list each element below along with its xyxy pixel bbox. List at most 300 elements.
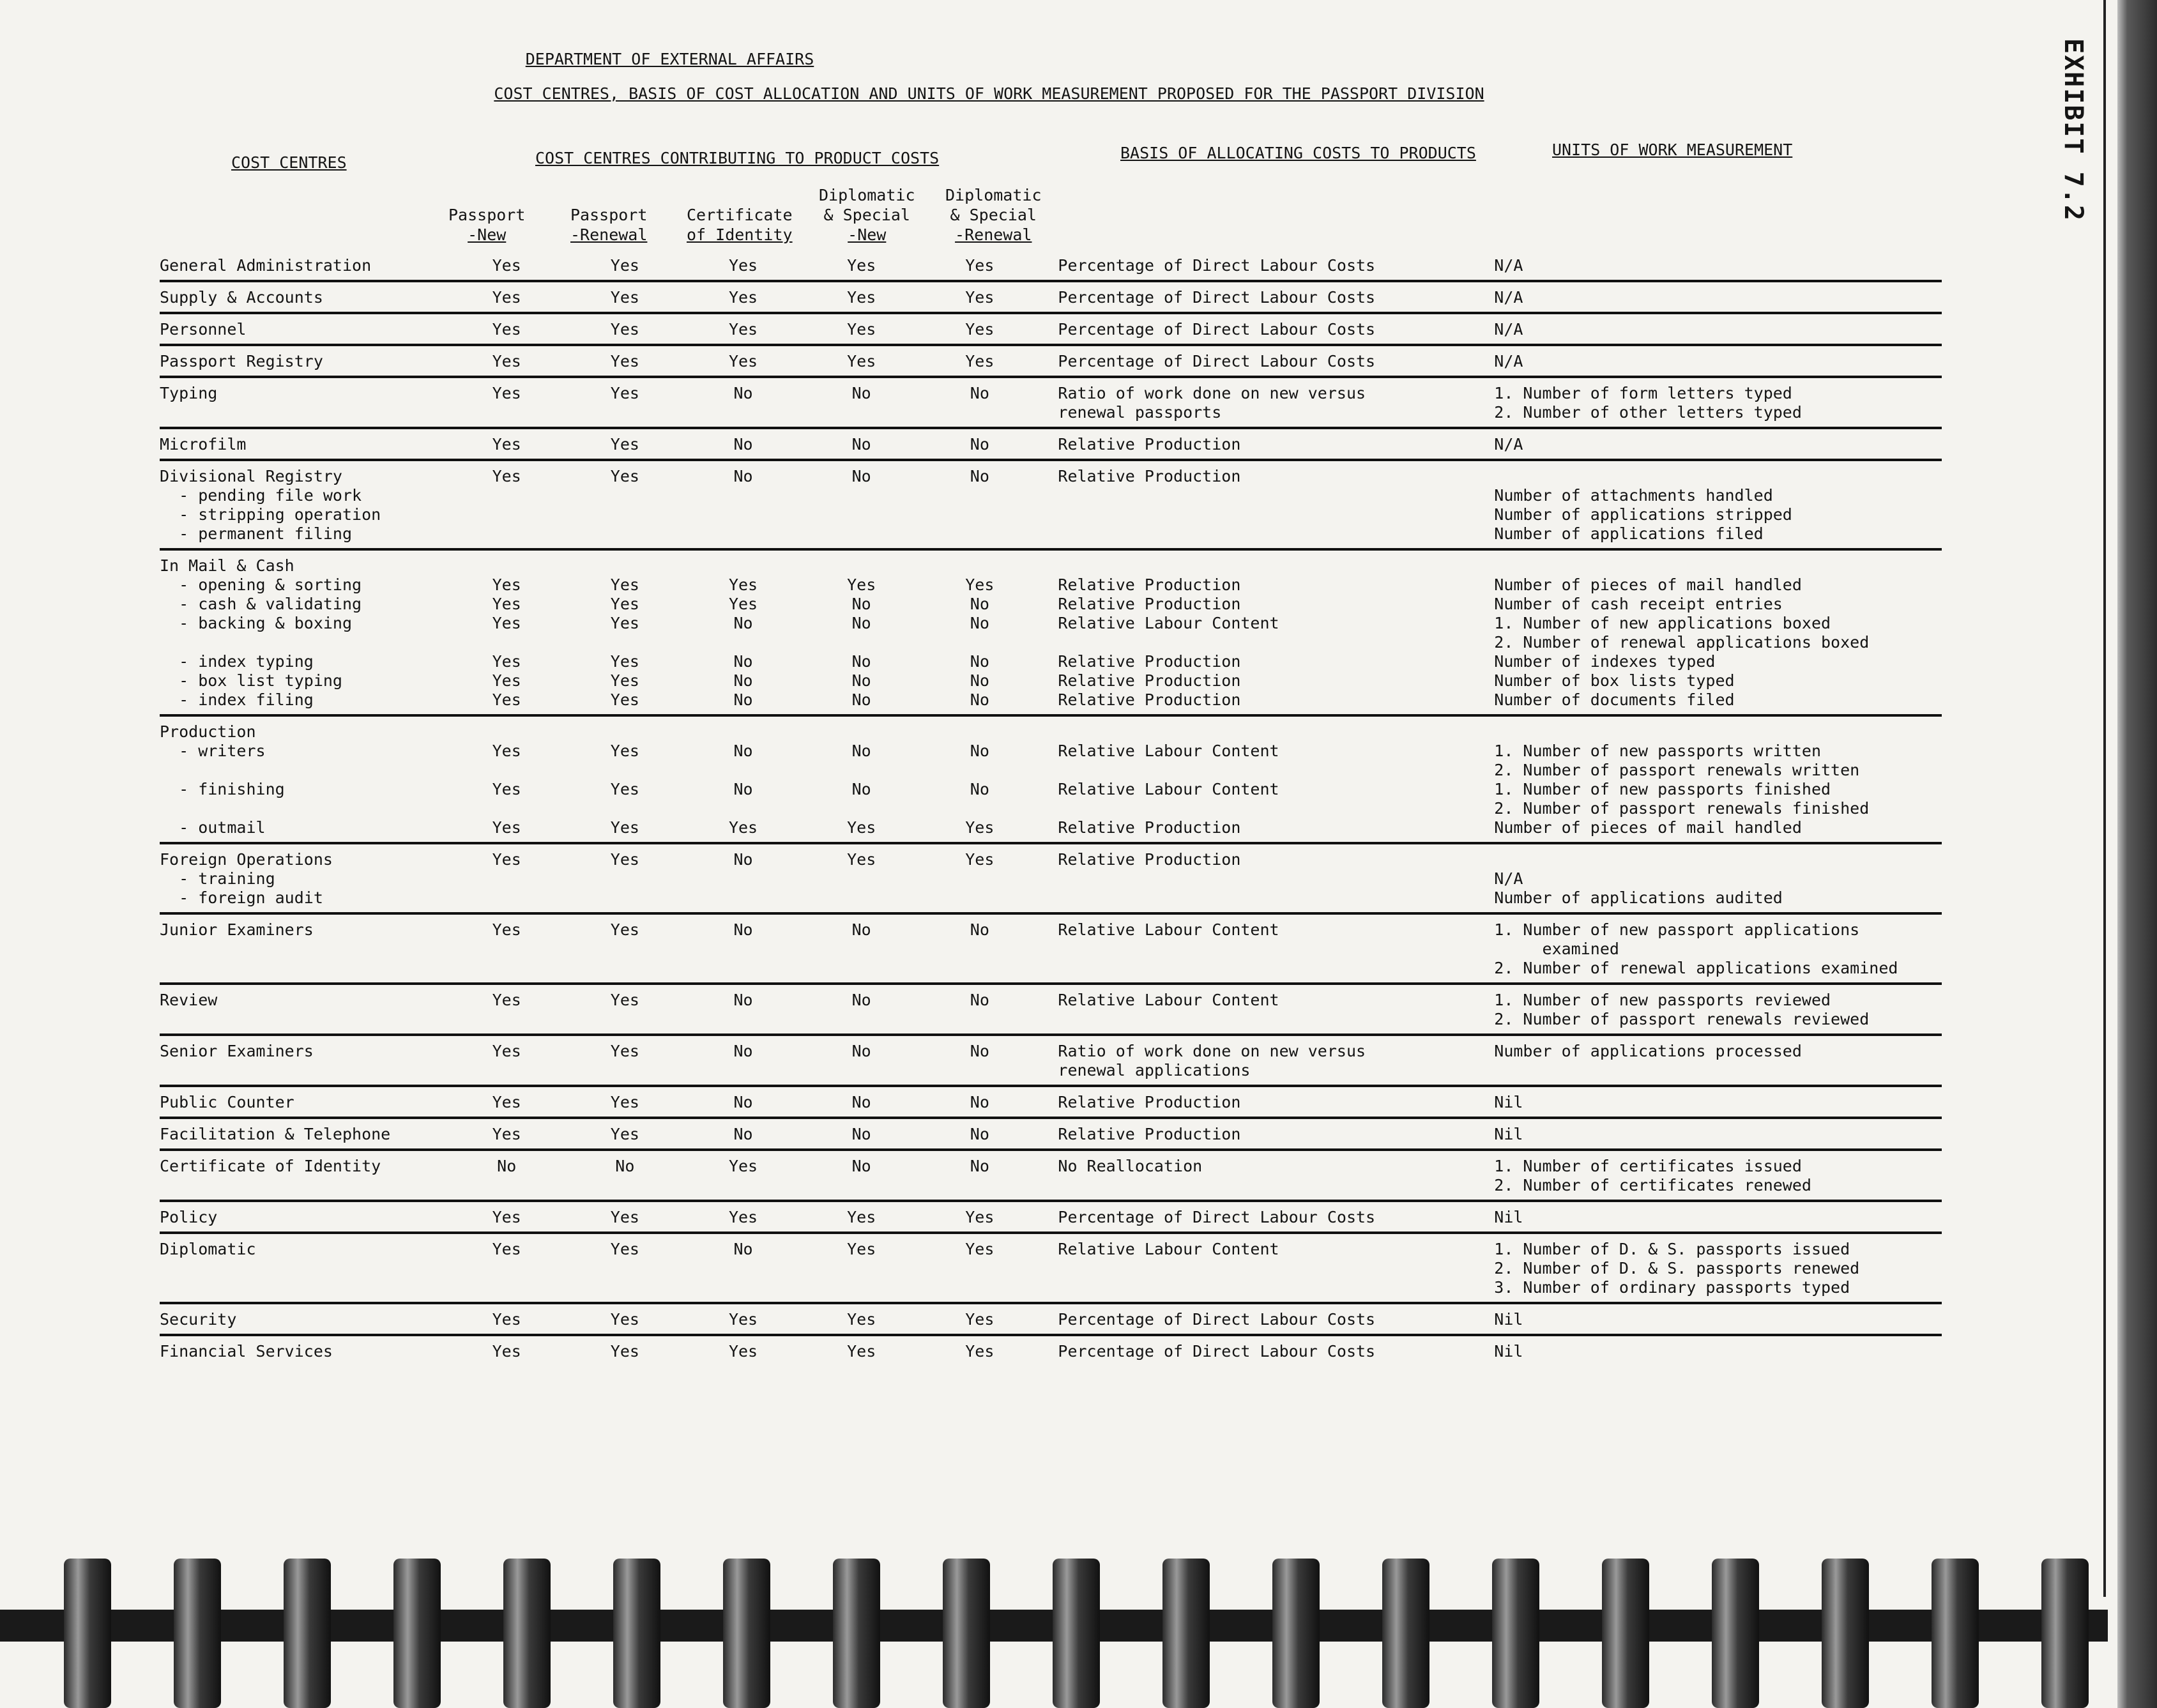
product-flag-cell — [802, 549, 920, 715]
cell-line: 2. Number of passport renewals reviewed — [1494, 1010, 1870, 1028]
product-flag-cell — [920, 843, 1039, 913]
cell-line: Yes — [610, 671, 639, 690]
cell-line: N/A — [1494, 288, 1523, 307]
cell-line: In Mail & Cash — [160, 556, 294, 575]
cell-line: 1. Number of new applications boxed — [1494, 614, 1831, 632]
cell-line: 1. Number of new passports written — [1494, 742, 1822, 760]
cell-line: Percentage of Direct Labour Costs — [1058, 320, 1376, 339]
cell-line: No — [733, 1042, 753, 1060]
cell-line: Yes — [847, 288, 876, 307]
cell-line: Relative Production — [1058, 690, 1241, 709]
cost-centre-cell — [160, 843, 448, 913]
cell-line: - index filing — [160, 690, 314, 709]
cell-line: Yes — [728, 352, 758, 370]
product-flag-cell — [684, 843, 802, 913]
cell-line: No — [851, 780, 871, 798]
cell-line: 3. Number of ordinary passports typed — [1494, 1278, 1850, 1297]
product-flag-cell — [448, 1035, 566, 1086]
product-flag-cell — [684, 549, 802, 715]
product-flag-cell — [920, 1118, 1039, 1150]
cell-line — [1494, 850, 1942, 869]
units-cell — [1468, 428, 1942, 460]
cell-line: - writers — [160, 742, 266, 760]
cell-line: Yes — [847, 818, 876, 837]
cell-line — [1494, 556, 1942, 576]
cell-line: No — [970, 467, 989, 485]
cell-line: Yes — [610, 1093, 639, 1111]
cell-line: N/A — [1494, 352, 1523, 370]
cost-centre-cell — [160, 1086, 448, 1118]
department-title: DEPARTMENT OF EXTERNAL AFFAIRS — [525, 50, 814, 68]
product-flag-cell — [920, 377, 1039, 428]
cell-line: Yes — [728, 595, 758, 613]
product-flag-cell — [566, 281, 684, 313]
cell-line: Senior Examiners — [160, 1042, 314, 1060]
header-units: UNITS OF WORK MEASUREMENT — [1552, 141, 1793, 159]
basis-cell — [1039, 250, 1468, 281]
cell-line: Passport Registry — [160, 352, 323, 370]
cell-line: Yes — [492, 1342, 521, 1361]
product-flag-cell — [448, 460, 566, 549]
cell-line: Yes — [610, 435, 639, 454]
table-row — [160, 1086, 1942, 1118]
product-flag-cell — [448, 1335, 566, 1366]
cell-line — [684, 799, 802, 818]
cell-line: Review — [160, 991, 218, 1009]
cell-line: Microfilm — [160, 435, 247, 454]
cell-line: Public Counter — [160, 1093, 294, 1111]
cell-line: No — [970, 742, 989, 760]
cell-line — [920, 799, 1039, 818]
binding-ring — [1932, 1559, 1979, 1708]
table-row — [160, 715, 1942, 843]
cell-line — [448, 722, 566, 742]
cell-line: No — [851, 652, 871, 671]
cell-line — [566, 722, 684, 742]
product-flag-cell — [802, 1201, 920, 1233]
cell-line: Number of cash receipt entries — [1494, 595, 1783, 613]
product-flag-cell — [920, 984, 1039, 1035]
cell-line: Number of pieces of mail handled — [1494, 576, 1802, 594]
cell-line: No — [851, 1157, 871, 1175]
cell-line: - stripping operation — [160, 505, 381, 524]
binding-ring — [393, 1559, 441, 1708]
product-flag-cell — [802, 313, 920, 345]
subheader-line: & Special — [823, 206, 910, 224]
subheader-line — [448, 185, 525, 205]
product-subheader — [945, 185, 1042, 245]
cell-line: - outmail — [160, 818, 266, 837]
cost-centre-cell — [160, 345, 448, 377]
units-cell — [1468, 377, 1942, 428]
cell-line: - foreign audit — [160, 888, 323, 907]
cell-line: Number of applications filed — [1494, 524, 1764, 543]
cell-line: Yes — [492, 1310, 521, 1329]
product-flag-cell — [566, 460, 684, 549]
cost-centre-cell — [160, 1303, 448, 1335]
product-flag-cell — [684, 1303, 802, 1335]
cell-line: No — [851, 1093, 871, 1111]
table-row — [160, 313, 1942, 345]
basis-cell — [1039, 1150, 1468, 1201]
cell-line: Security — [160, 1310, 237, 1329]
product-flag-cell — [684, 984, 802, 1035]
cell-line: Yes — [492, 384, 521, 402]
units-cell — [1468, 313, 1942, 345]
cell-line: No — [970, 920, 989, 939]
cell-line: No — [970, 671, 989, 690]
cell-line — [920, 722, 1039, 742]
subheader-line: -New — [848, 225, 887, 244]
cell-line: Certificate of Identity — [160, 1157, 381, 1175]
cell-line: Relative Production — [1058, 595, 1241, 613]
cell-line: Relative Production — [1058, 1125, 1241, 1143]
cell-line: Relative Production — [1058, 652, 1241, 671]
cell-line: Yes — [610, 742, 639, 760]
cost-centre-cell — [160, 428, 448, 460]
cost-centre-cell — [160, 984, 448, 1035]
cell-line — [920, 633, 1039, 652]
product-flag-cell — [802, 913, 920, 984]
cell-line: Yes — [610, 991, 639, 1009]
product-flag-cell — [684, 313, 802, 345]
cell-line: Yes — [965, 576, 995, 594]
product-flag-cell — [448, 1303, 566, 1335]
cell-line: No — [970, 1093, 989, 1111]
cell-line: Yes — [847, 320, 876, 339]
cell-line: Yes — [728, 1208, 758, 1226]
cell-line: Yes — [610, 1042, 639, 1060]
cell-line: Yes — [492, 920, 521, 939]
cell-line: examined — [1494, 940, 1619, 958]
product-flag-cell — [802, 1335, 920, 1366]
cell-line: Relative Production — [1058, 467, 1241, 485]
product-flag-cell — [448, 428, 566, 460]
cell-line: Yes — [847, 576, 876, 594]
cell-line: Yes — [610, 288, 639, 307]
cell-line: No — [970, 1157, 989, 1175]
basis-cell — [1039, 984, 1468, 1035]
document-subtitle: COST CENTRES, BASIS OF COST ALLOCATION AND UNITS OF WORK MEASUREMENT PROPOSED FOR THE PASSPORT DIVISION — [494, 84, 1484, 103]
cell-line: Yes — [847, 1342, 876, 1361]
product-flag-cell — [448, 1150, 566, 1201]
binding-ring — [943, 1559, 990, 1708]
product-flag-cell — [684, 1335, 802, 1366]
cell-line: Yes — [610, 595, 639, 613]
product-flag-cell — [566, 345, 684, 377]
cell-line: No — [733, 1093, 753, 1111]
units-cell — [1468, 1201, 1942, 1233]
cell-line: No — [970, 614, 989, 632]
product-flag-cell — [802, 345, 920, 377]
cell-line: Relative Production — [1058, 818, 1241, 837]
cell-line — [802, 722, 920, 742]
cell-line: Number of applications audited — [1494, 888, 1783, 907]
cell-line — [684, 633, 802, 652]
cell-line: Relative Labour Content — [1058, 1240, 1279, 1258]
cell-line: renewal passports — [1058, 403, 1222, 422]
subheader-line: -New — [468, 225, 507, 244]
cell-line — [566, 556, 684, 576]
cell-line: Relative Production — [1058, 576, 1241, 594]
cell-line: Relative Production — [1058, 850, 1241, 869]
cell-line — [1058, 556, 1468, 576]
subheader-line: Certificate — [687, 206, 793, 224]
product-flag-cell — [566, 843, 684, 913]
product-subheader — [448, 185, 525, 245]
cell-line: No — [615, 1157, 635, 1175]
product-flag-cell — [802, 377, 920, 428]
basis-cell — [1039, 345, 1468, 377]
cell-line: Yes — [610, 614, 639, 632]
cell-line: Yes — [492, 1093, 521, 1111]
cell-line: No — [851, 384, 871, 402]
product-flag-cell — [684, 281, 802, 313]
cell-line: Relative Labour Content — [1058, 742, 1279, 760]
product-flag-cell — [684, 428, 802, 460]
cell-line: Yes — [610, 850, 639, 869]
product-flag-cell — [448, 1086, 566, 1118]
cell-line: Number of box lists typed — [1494, 671, 1735, 690]
product-flag-cell — [920, 345, 1039, 377]
cost-centre-cell — [160, 715, 448, 843]
product-flag-cell — [920, 250, 1039, 281]
basis-cell — [1039, 1201, 1468, 1233]
cell-line: - index typing — [160, 652, 314, 671]
cost-centre-cell — [160, 1118, 448, 1150]
cell-line: Yes — [492, 690, 521, 709]
product-flag-cell — [684, 345, 802, 377]
cell-line: - opening & sorting — [160, 576, 362, 594]
cell-line: No — [733, 991, 753, 1009]
cell-line: No — [851, 1125, 871, 1143]
cell-line: Yes — [492, 467, 521, 485]
cost-centre-table — [160, 250, 1942, 1366]
cell-line: No — [733, 1240, 753, 1258]
product-flag-cell — [448, 345, 566, 377]
cell-line: Yes — [610, 780, 639, 798]
cell-line: Yes — [965, 288, 995, 307]
cell-line: No — [970, 435, 989, 454]
table-row — [160, 250, 1942, 281]
cell-line: Relative Production — [1058, 435, 1241, 454]
cell-line: Yes — [610, 1342, 639, 1361]
cell-line: 2. Number of passport renewals written — [1494, 761, 1860, 779]
cell-line: Yes — [965, 1208, 995, 1226]
cell-line: Yes — [728, 1157, 758, 1175]
cell-line: 2. Number of other letters typed — [1494, 403, 1802, 422]
cell-line: Percentage of Direct Labour Costs — [1058, 288, 1376, 307]
cell-line — [1058, 633, 1468, 652]
cell-line — [448, 799, 566, 818]
header-contributing: COST CENTRES CONTRIBUTING TO PRODUCT COSTS — [535, 149, 940, 167]
cell-line: Number of attachments handled — [1494, 486, 1773, 505]
cell-line: No — [970, 780, 989, 798]
cell-line: 1. Number of new passports finished — [1494, 780, 1831, 798]
cell-line — [802, 556, 920, 576]
cell-line: Yes — [492, 1240, 521, 1258]
product-flag-cell — [802, 1086, 920, 1118]
product-flag-cell — [802, 843, 920, 913]
cost-centre-cell — [160, 313, 448, 345]
cost-centre-cell — [160, 1150, 448, 1201]
product-flag-cell — [566, 913, 684, 984]
cell-line: No — [851, 690, 871, 709]
cell-line — [684, 722, 802, 742]
cell-line — [448, 633, 566, 652]
cell-line: Relative Production — [1058, 1093, 1241, 1111]
cell-line: No — [851, 671, 871, 690]
product-flag-cell — [802, 1303, 920, 1335]
cell-line: No — [970, 1125, 989, 1143]
cell-line: N/A — [1494, 320, 1523, 339]
basis-cell — [1039, 1335, 1468, 1366]
product-flag-cell — [566, 1086, 684, 1118]
cell-line: Yes — [492, 435, 521, 454]
units-cell — [1468, 460, 1942, 549]
product-flag-cell — [920, 1335, 1039, 1366]
cell-line: Yes — [965, 850, 995, 869]
binding-ring — [1602, 1559, 1649, 1708]
cell-line: Yes — [965, 818, 995, 837]
cell-line: 1. Number of certificates issued — [1494, 1157, 1802, 1175]
product-flag-cell — [684, 715, 802, 843]
cell-line: Yes — [492, 671, 521, 690]
product-flag-cell — [920, 1201, 1039, 1233]
basis-cell — [1039, 1118, 1468, 1150]
cell-line: No — [851, 920, 871, 939]
product-flag-cell — [566, 984, 684, 1035]
cell-line: Yes — [492, 288, 521, 307]
header-basis: BASIS OF ALLOCATING COSTS TO PRODUCTS — [1120, 144, 1476, 162]
cell-line: Yes — [492, 320, 521, 339]
product-flag-cell — [920, 1035, 1039, 1086]
product-flag-cell — [802, 1150, 920, 1201]
product-subheader — [570, 185, 647, 245]
basis-cell — [1039, 377, 1468, 428]
table-row — [160, 345, 1942, 377]
cell-line: Ratio of work done on new versus — [1058, 1042, 1366, 1060]
cell-line: Yes — [610, 352, 639, 370]
cell-line: Nil — [1494, 1208, 1523, 1226]
cell-line: Yes — [610, 384, 639, 402]
cell-line: No — [970, 1042, 989, 1060]
cell-line: No — [733, 384, 753, 402]
cell-line: Percentage of Direct Labour Costs — [1058, 256, 1376, 275]
binding-ring — [2041, 1559, 2089, 1708]
cell-line: Yes — [965, 352, 995, 370]
cell-line: Relative Labour Content — [1058, 920, 1279, 939]
cell-line: No — [733, 850, 753, 869]
cost-centre-cell — [160, 549, 448, 715]
cell-line: No — [497, 1157, 517, 1175]
cell-line: - backing & boxing — [160, 614, 353, 632]
page-edge-shadow — [2117, 0, 2157, 1708]
cell-line: Yes — [492, 614, 521, 632]
binding-ring — [613, 1559, 660, 1708]
table-row — [160, 281, 1942, 313]
cell-line: Yes — [728, 1342, 758, 1361]
product-subheader — [687, 185, 793, 245]
product-flag-cell — [920, 428, 1039, 460]
product-flag-cell — [448, 313, 566, 345]
product-flag-cell — [566, 313, 684, 345]
cell-line: Percentage of Direct Labour Costs — [1058, 352, 1376, 370]
product-flag-cell — [802, 984, 920, 1035]
cell-line — [684, 556, 802, 576]
product-flag-cell — [802, 428, 920, 460]
product-flag-cell — [684, 1086, 802, 1118]
cell-line: Relative Labour Content — [1058, 780, 1279, 798]
cell-line: Yes — [728, 1310, 758, 1329]
binding-ring — [1822, 1559, 1869, 1708]
product-flag-cell — [920, 1150, 1039, 1201]
units-cell — [1468, 1118, 1942, 1150]
cell-line: No — [851, 435, 871, 454]
basis-cell — [1039, 549, 1468, 715]
subheader-line: -Renewal — [955, 225, 1032, 244]
cell-line: Yes — [610, 576, 639, 594]
cell-line: Yes — [847, 256, 876, 275]
cell-line: - pending file work — [160, 486, 362, 505]
cell-line: Diplomatic — [160, 1240, 256, 1258]
product-flag-cell — [802, 1035, 920, 1086]
cell-line: Yes — [610, 652, 639, 671]
cell-line: No — [970, 595, 989, 613]
product-flag-cell — [448, 250, 566, 281]
cell-line: Personnel — [160, 320, 247, 339]
product-flag-cell — [802, 1118, 920, 1150]
product-flag-cell — [566, 250, 684, 281]
product-flag-cell — [920, 913, 1039, 984]
product-flag-cell — [448, 377, 566, 428]
page-edge-line — [2103, 0, 2106, 1597]
cell-line: Yes — [847, 1310, 876, 1329]
table-row — [160, 460, 1942, 549]
product-flag-cell — [448, 715, 566, 843]
cell-line: No — [733, 780, 753, 798]
product-flag-cell — [684, 377, 802, 428]
subheader-line: Diplomatic — [819, 186, 915, 204]
binding-ring — [833, 1559, 880, 1708]
header-cost-centres: COST CENTRES — [231, 153, 347, 172]
cell-line: Number of documents filed — [1494, 690, 1735, 709]
product-flag-cell — [684, 913, 802, 984]
cell-line — [160, 633, 448, 652]
cell-line: No — [851, 991, 871, 1009]
basis-cell — [1039, 1035, 1468, 1086]
cell-line — [802, 761, 920, 780]
cell-line: No — [970, 384, 989, 402]
basis-cell — [1039, 281, 1468, 313]
binding-ring — [174, 1559, 221, 1708]
product-flag-cell — [684, 460, 802, 549]
cell-line: No — [733, 742, 753, 760]
cost-centre-cell — [160, 377, 448, 428]
cell-line: Yes — [610, 1240, 639, 1258]
product-flag-cell — [566, 549, 684, 715]
units-cell — [1468, 549, 1942, 715]
product-flag-cell — [920, 715, 1039, 843]
cell-line: Yes — [965, 1310, 995, 1329]
product-flag-cell — [448, 549, 566, 715]
product-subheader — [819, 185, 915, 245]
cell-line: Yes — [492, 818, 521, 837]
subheader-line — [570, 185, 647, 205]
binding-ring — [503, 1559, 551, 1708]
table-row — [160, 984, 1942, 1035]
cell-line: Yes — [965, 1342, 995, 1361]
